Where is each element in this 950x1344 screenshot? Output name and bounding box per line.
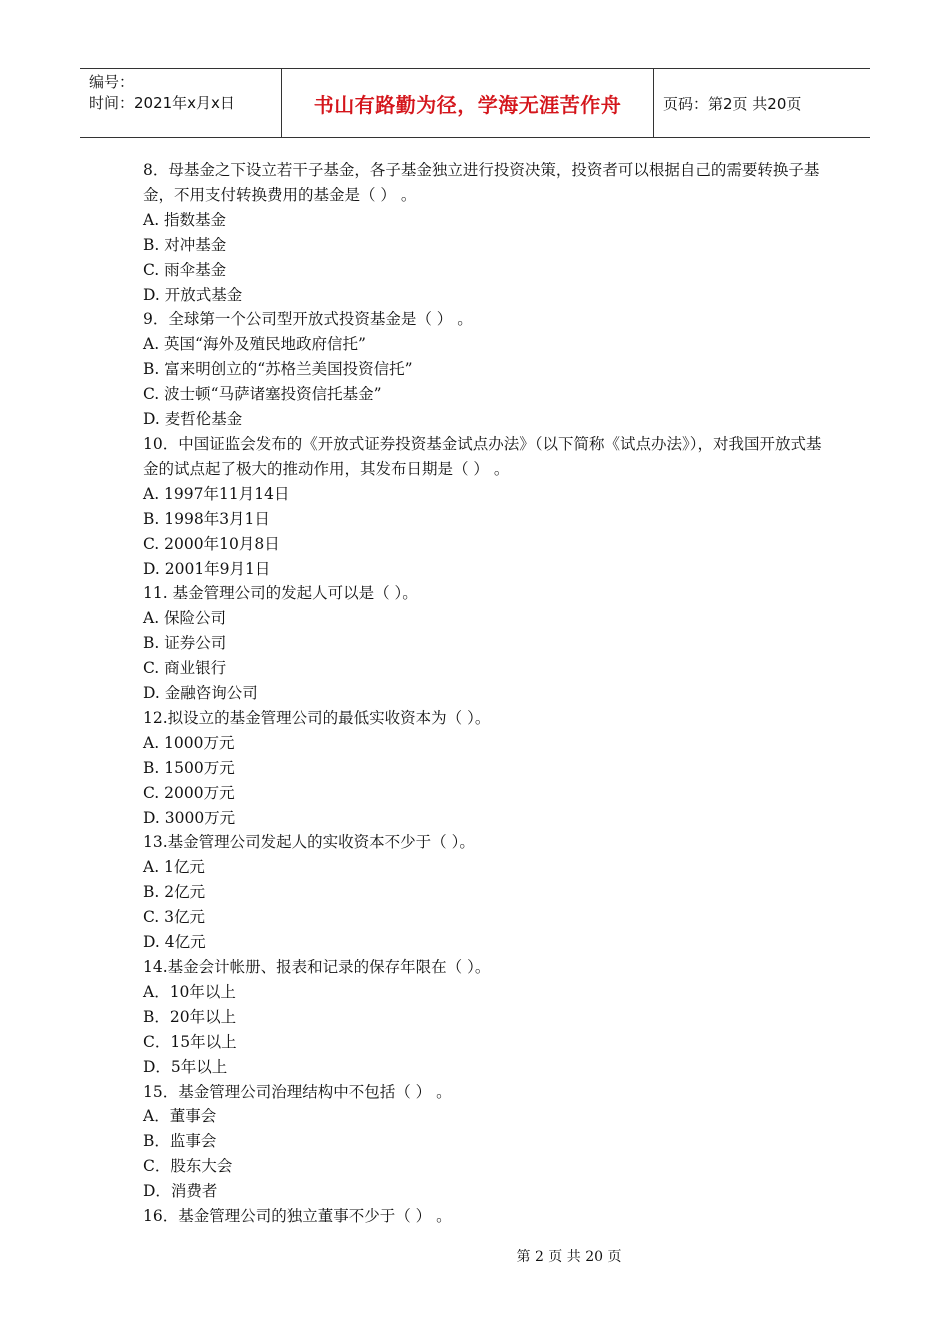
answer-option: B. 2亿元 bbox=[143, 883, 206, 902]
answer-option: C．股东大会 bbox=[143, 1157, 233, 1176]
answer-option: A. 指数基金 bbox=[143, 210, 227, 229]
answer-option: C. 3亿元 bbox=[143, 908, 206, 927]
document-date-label: 时间：2021年x月x日 bbox=[89, 94, 235, 112]
question-text: 14.基金会计帐册、报表和记录的保存年限在（ ）。 bbox=[143, 958, 491, 976]
answer-option: C. 2000年10月8日 bbox=[143, 534, 280, 553]
answer-option: D. 3000万元 bbox=[143, 808, 236, 827]
answer-option: D. 开放式基金 bbox=[143, 285, 243, 304]
answer-option: C. 波士顿“马萨诸塞投资信托基金” bbox=[143, 385, 382, 404]
question-text: 16．基金管理公司的独立董事不少于（ ） 。 bbox=[143, 1207, 452, 1226]
document-number-label: 编号： bbox=[89, 73, 135, 91]
answer-option: B. 富来明创立的“苏格兰美国投资信托” bbox=[143, 360, 413, 379]
header-page-info: 页码：第2页 共20页 bbox=[663, 94, 802, 113]
question-text: 11. 基金管理公司的发起人可以是（ ）。 bbox=[143, 584, 418, 603]
question-text: 8．母基金之下设立若干子基金，各子基金独立进行投资决策，投资者可以根据自己的需要转换子基金，不用支付转换费用的基金是（ ） 。 bbox=[143, 161, 820, 204]
answer-option: C．15年以上 bbox=[143, 1032, 237, 1051]
answer-option: B. 证券公司 bbox=[143, 634, 227, 653]
answer-option: C. 商业银行 bbox=[143, 659, 227, 678]
question-text: 13.基金管理公司发起人的实收资本不少于（ ）。 bbox=[143, 833, 475, 852]
question-list bbox=[143, 158, 823, 1229]
answer-option: A. 1亿元 bbox=[143, 858, 205, 877]
answer-option: D. 4亿元 bbox=[143, 933, 206, 952]
answer-option: B．20年以上 bbox=[143, 1007, 237, 1026]
question-text: 15．基金管理公司治理结构中不包括（ ） 。 bbox=[143, 1082, 452, 1101]
question-text: 9．全球第一个公司型开放式投资基金是（ ） 。 bbox=[143, 310, 473, 329]
answer-option: D. 金融咨询公司 bbox=[143, 684, 258, 703]
answer-option: C. 2000万元 bbox=[143, 783, 235, 802]
page-footer bbox=[0, 1246, 950, 1266]
answer-option: C. 雨伞基金 bbox=[143, 260, 227, 279]
footer-page-number: 第 2 页 共 20 页 bbox=[516, 1249, 622, 1265]
answer-option: B．监事会 bbox=[143, 1132, 217, 1151]
answer-option: D．消费者 bbox=[143, 1182, 218, 1201]
header-meta bbox=[80, 69, 282, 137]
answer-option: B. 1500万元 bbox=[143, 758, 235, 777]
question-text: 12.拟设立的基金管理公司的最低实收资本为（ ）。 bbox=[143, 708, 491, 727]
question-text: 10．中国证监会发布的《开放式证券投资基金试点办法》（以下简称《试点办法》），对我国开放式基金的试点起了极大的推动作用，其发布日期是（ ） 。 bbox=[143, 434, 822, 478]
answer-option: A．董事会 bbox=[143, 1107, 217, 1126]
answer-option: D. 麦哲伦基金 bbox=[143, 410, 243, 429]
answer-option: D. 2001年9月1日 bbox=[143, 559, 271, 578]
answer-option: D．5年以上 bbox=[143, 1057, 228, 1076]
answer-option: A．10年以上 bbox=[143, 982, 236, 1001]
answer-option: B. 对冲基金 bbox=[143, 235, 227, 254]
answer-option: A. 1997年11月14日 bbox=[143, 484, 290, 503]
answer-option: A. 保险公司 bbox=[143, 609, 227, 628]
header-motto: 书山有路勤为径，学海无涯苦作舟 bbox=[282, 69, 654, 137]
answer-option: B. 1998年3月1日 bbox=[143, 509, 270, 528]
page-header bbox=[80, 68, 870, 138]
answer-option: A. 英国“海外及殖民地政府信托” bbox=[143, 335, 366, 354]
answer-option: A. 1000万元 bbox=[143, 733, 235, 752]
